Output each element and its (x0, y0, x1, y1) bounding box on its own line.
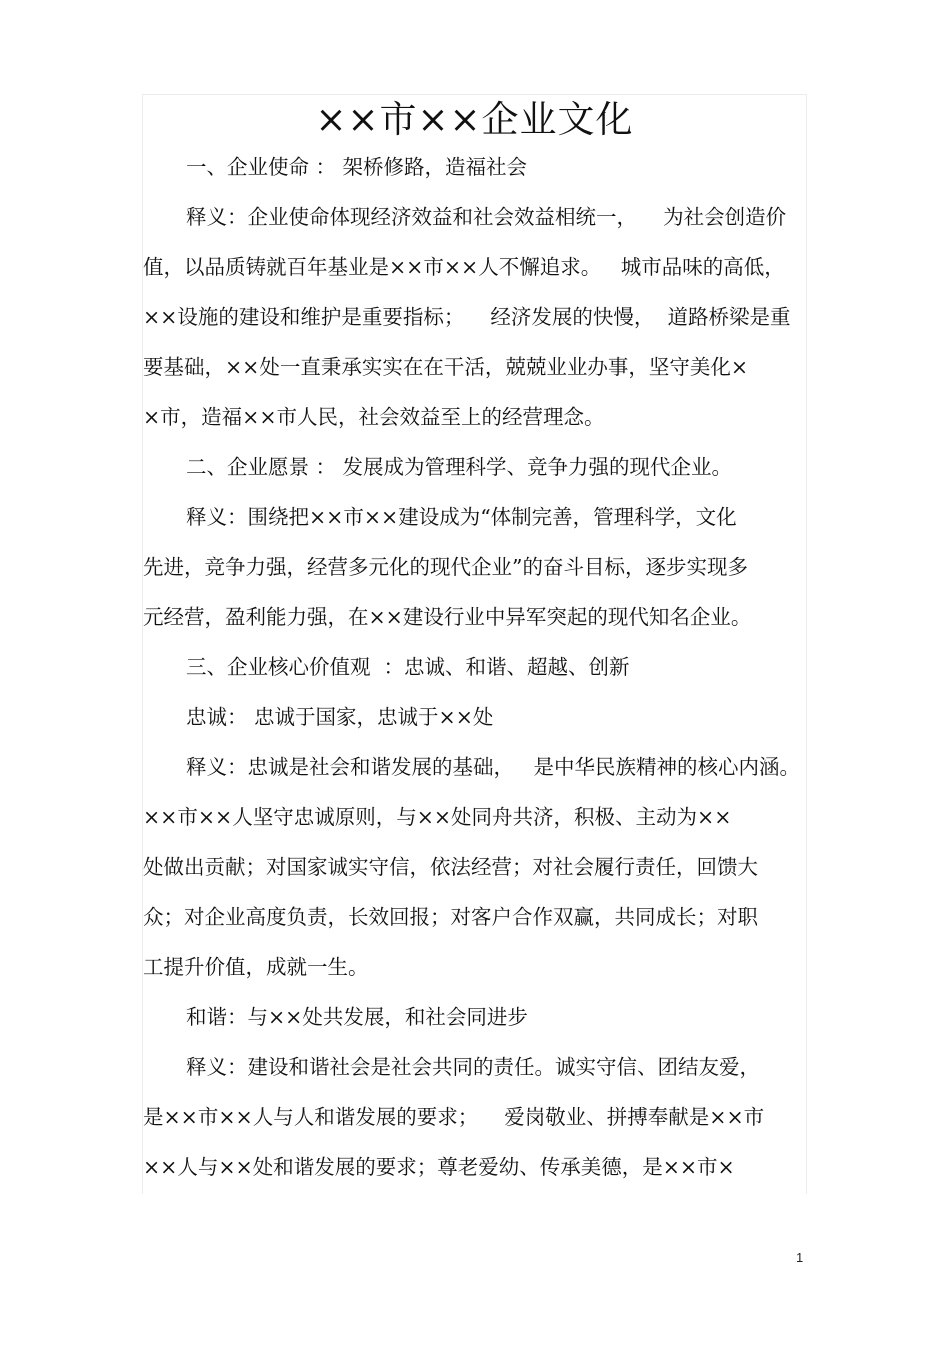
paragraph-line: 释义：建设和谐社会是社会共同的责任。诚实守信、团结友爱， (186, 1055, 760, 1079)
paragraph-line: 工提升价值，成就一生。 (143, 955, 369, 979)
paragraph-line: ××设施的建设和维护是重要指标； 经济发展的快慢， 道路桥梁是重 (143, 305, 791, 329)
paragraph-line: 是××市××人与人和谐发展的要求； 爱岗敬业、拼搏奉献是××市 (143, 1105, 765, 1129)
paragraph-line: 处做出贡献；对国家诚实守信，依法经营；对社会履行责任，回馈大 (143, 855, 758, 879)
paragraph-line: 释义：围绕把××市××建设成为“体制完善，管理科学，文化 (186, 505, 737, 529)
paragraph-line: 释义：企业使命体现经济效益和社会效益相统一， 为社会创造价 (186, 205, 787, 229)
paragraph-line: 元经营，盈利能力强，在××建设行业中异军突起的现代知名企业。 (143, 605, 752, 629)
paragraph-line: 众；对企业高度负责，长效回报；对客户合作双赢，共同成长；对职 (143, 905, 758, 929)
subheading-loyalty: 忠诚： 忠诚于国家，忠诚于××处 (186, 705, 494, 729)
section-heading-values: 三、企业核心价值观 ：忠诚、和谐、超越、创新 (186, 655, 630, 679)
paragraph-line: ××市××人坚守忠诚原则，与××处同舟共济，积极、主动为×× (143, 805, 732, 829)
document-title: ××市××企业文化 (315, 98, 634, 141)
paragraph-line: 值，以品质铸就百年基业是××市××人不懈追求。 城市品味的高低， (143, 255, 785, 279)
paragraph-line: ×市，造福××市人民，社会效益至上的经营理念。 (143, 405, 605, 429)
page-number: 1 (796, 1250, 804, 1265)
section-heading-vision: 二、企业愿景 ： 发展成为管理科学、竞争力强的现代企业。 (186, 455, 733, 479)
paragraph-line: 要基础，××处一直秉承实实在在干活，兢兢业业办事，坚守美化× (143, 355, 749, 379)
section-heading-mission: 一、企业使命 ： 架桥修路，造福社会 (186, 155, 528, 179)
paragraph-line: ××人与××处和谐发展的要求；尊老爱幼、传承美德，是××市× (143, 1155, 735, 1179)
subheading-harmony: 和谐：与××处共发展，和社会同进步 (186, 1005, 528, 1029)
paragraph-line: 先进，竞争力强，经营多元化的现代企业”的奋斗目标，逐步实现多 (143, 555, 748, 579)
paragraph-line: 释义：忠诚是社会和谐发展的基础， 是中华民族精神的核心内涵。 (186, 755, 801, 779)
